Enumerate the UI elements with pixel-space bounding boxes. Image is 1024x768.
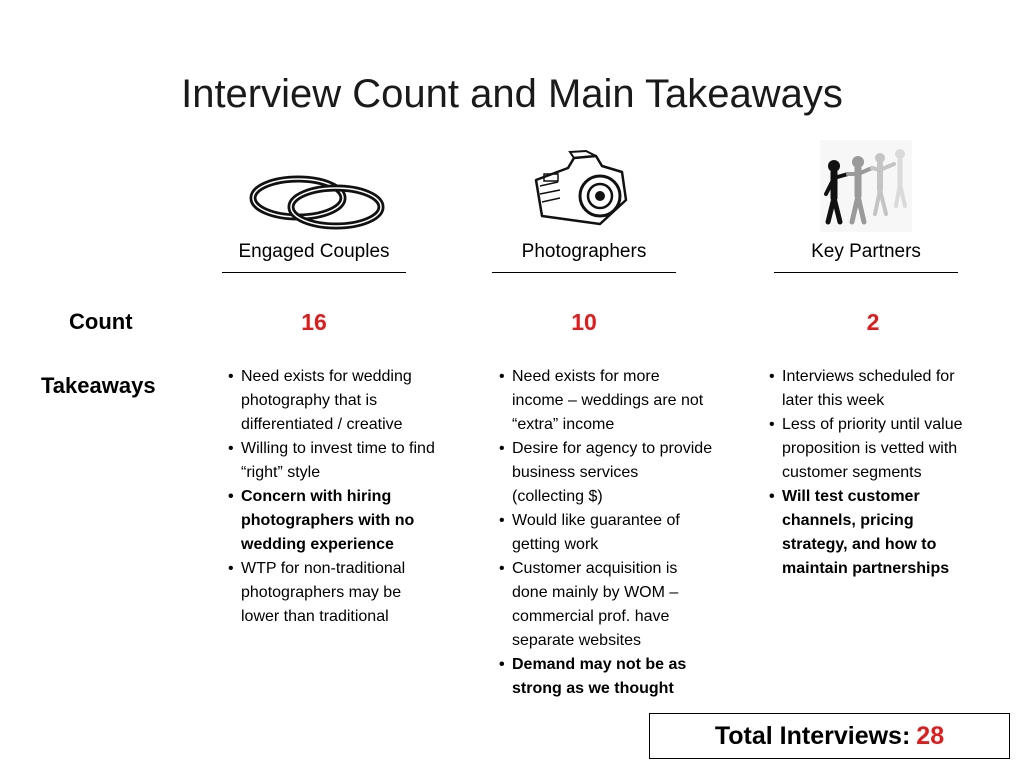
column-header-key-partners: Key Partners xyxy=(774,241,958,273)
column-header-engaged-couples: Engaged Couples xyxy=(222,241,406,273)
takeaway-item: • Concern with hiring photographers with no wedding experience xyxy=(228,485,443,557)
row-label-count: Count xyxy=(69,309,133,334)
column-header-photographers: Photographers xyxy=(492,241,676,273)
takeaway-item: • Willing to invest time to find “right” style xyxy=(228,437,443,485)
total-interviews-label: Total Interviews: xyxy=(714,721,911,750)
takeaway-item: • Less of priority until value proposition is vetted with customer segments xyxy=(769,413,974,485)
takeaway-item: • Will test customer channels, pricing strategy, and how to maintain partnerships xyxy=(769,485,974,581)
row-label-takeaways: Takeaways xyxy=(41,373,156,398)
takeaway-item: • Customer acquisition is done mainly by WOM – commercial prof. have separate websites xyxy=(499,557,714,653)
total-interviews-value: 28 xyxy=(916,721,945,750)
count-engaged-couples: 16 xyxy=(301,309,327,335)
total-interviews-box xyxy=(649,713,1010,759)
count-photographers: 10 xyxy=(571,309,597,335)
takeaways-list-engaged-couples xyxy=(228,365,443,629)
takeaways-list-photographers xyxy=(499,365,714,701)
takeaway-item: • Demand may not be as strong as we thought xyxy=(499,653,714,701)
takeaway-item: • Need exists for more income – weddings are not “extra” income xyxy=(499,365,714,437)
takeaways-list-key-partners xyxy=(769,365,974,581)
takeaway-item: • Would like guarantee of getting work xyxy=(499,509,714,557)
takeaway-item: • WTP for non-traditional photographers may be lower than traditional xyxy=(228,557,443,629)
takeaway-item: • Interviews scheduled for later this week xyxy=(769,365,974,413)
people-holding-hands-icon xyxy=(820,140,912,232)
takeaway-item: • Need exists for wedding photography that is differentiated / creative xyxy=(228,365,443,437)
camera-icon xyxy=(530,150,638,232)
count-key-partners: 2 xyxy=(866,309,880,335)
takeaway-item: • Desire for agency to provide business services (collecting $) xyxy=(499,437,714,509)
slide-title: Interview Count and Main Takeaways xyxy=(181,72,843,116)
wedding-rings-icon xyxy=(248,170,388,235)
